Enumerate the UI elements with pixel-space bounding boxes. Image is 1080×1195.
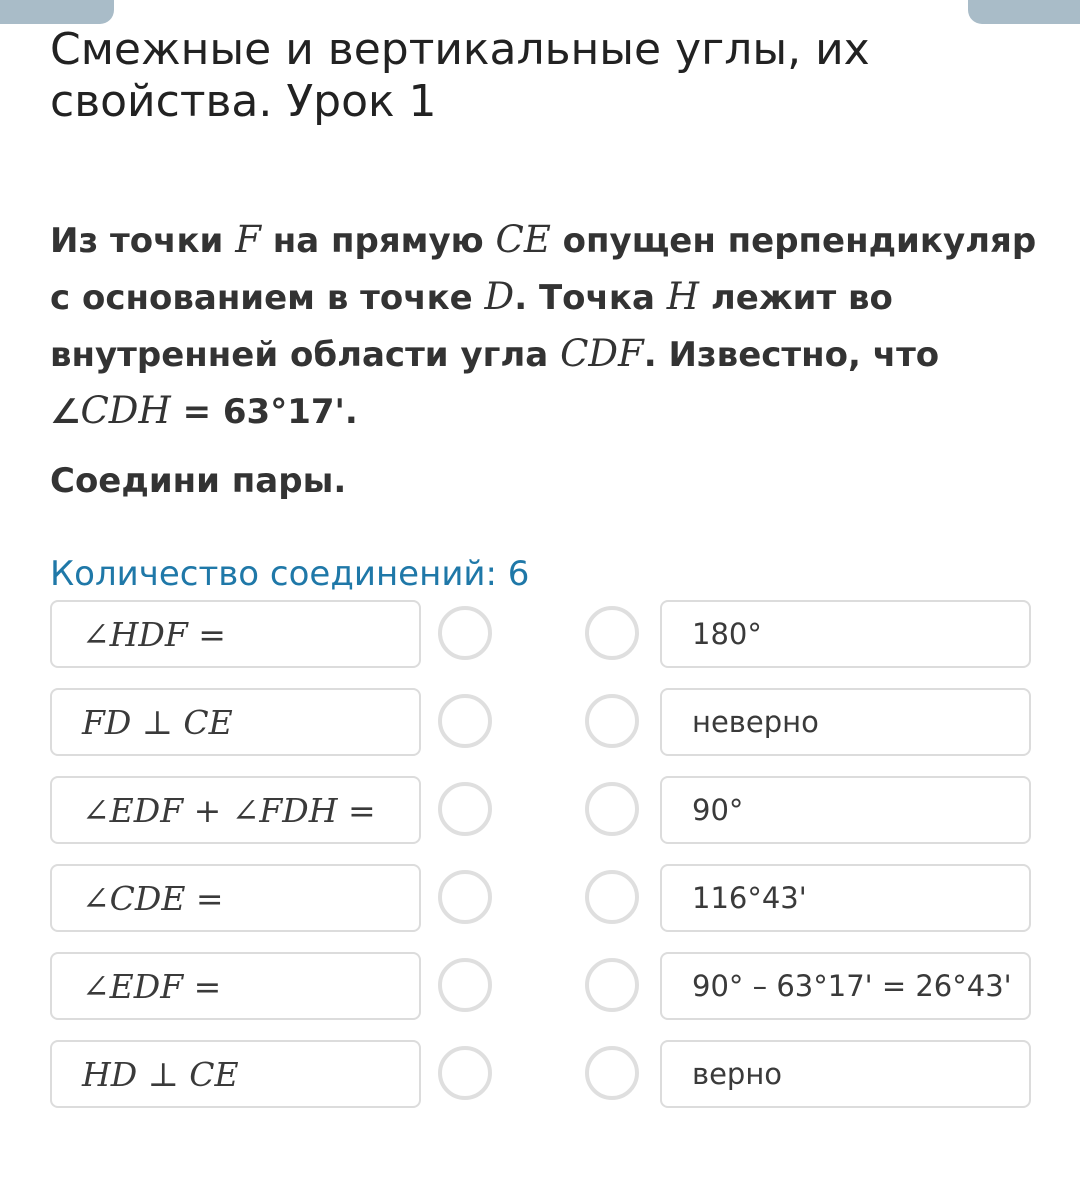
task-text-part: опущен перпендикуляр с основанием в точке	[50, 221, 1037, 318]
left-item[interactable]	[50, 1040, 421, 1108]
left-item[interactable]	[50, 688, 421, 756]
left-connector[interactable]	[438, 870, 492, 924]
math-angle-cdf: CDF	[560, 332, 644, 375]
instruction: Соедини пары.	[50, 461, 347, 501]
task-text-part: на прямую	[260, 221, 496, 261]
right-connector[interactable]	[585, 958, 639, 1012]
page-title: Смежные и вертикальные углы, их свойства. Урок 1	[50, 24, 870, 127]
connections-count: Количество соединений: 6	[50, 554, 530, 594]
left-item-label: ∠HDF =	[82, 614, 226, 654]
match-row	[0, 952, 1080, 1024]
math-point-h: H	[666, 275, 700, 318]
right-item[interactable]	[660, 600, 1031, 668]
math-line-ce: CE	[495, 218, 551, 261]
task-text-part: лежит во внутренней области угла	[50, 278, 893, 375]
match-row	[0, 600, 1080, 672]
right-item[interactable]	[660, 952, 1031, 1020]
right-connector[interactable]	[585, 694, 639, 748]
right-connector[interactable]	[585, 870, 639, 924]
right-item-label: 90°	[692, 793, 744, 827]
left-item-label: HD ⊥ CE	[82, 1054, 239, 1094]
match-row	[0, 864, 1080, 936]
match-row	[0, 688, 1080, 760]
right-item-label: неверно	[692, 705, 819, 739]
match-row	[0, 1040, 1080, 1112]
corner-tab-right	[968, 0, 1080, 24]
task-text	[50, 212, 1040, 440]
left-item-label: ∠EDF + ∠FDH =	[82, 790, 376, 830]
math-point-d: D	[484, 275, 515, 318]
left-connector[interactable]	[438, 782, 492, 836]
left-connector[interactable]	[438, 606, 492, 660]
left-connector[interactable]	[438, 958, 492, 1012]
corner-tab-left	[0, 0, 114, 24]
right-connector[interactable]	[585, 782, 639, 836]
right-item[interactable]	[660, 864, 1031, 932]
match-row	[0, 776, 1080, 848]
left-item-label: ∠EDF =	[82, 966, 222, 1006]
left-connector[interactable]	[438, 1046, 492, 1100]
right-item[interactable]	[660, 688, 1031, 756]
left-item[interactable]	[50, 776, 421, 844]
right-item-label: 90° – 63°17' = 26°43'	[692, 969, 1012, 1003]
left-item[interactable]	[50, 864, 421, 932]
left-item-label: FD ⊥ CE	[82, 702, 233, 742]
math-point-f: F	[235, 218, 261, 261]
task-text-part: . Известно, что ∠	[50, 335, 940, 432]
right-connector[interactable]	[585, 1046, 639, 1100]
task-text-part: . Точка	[514, 278, 667, 318]
right-item-label: 180°	[692, 617, 762, 651]
left-item[interactable]	[50, 952, 421, 1020]
right-item-label: 116°43'	[692, 881, 807, 915]
right-item-label: верно	[692, 1057, 783, 1091]
left-item[interactable]	[50, 600, 421, 668]
math-angle-cdh: CDH	[80, 389, 171, 432]
right-item[interactable]	[660, 1040, 1031, 1108]
right-connector[interactable]	[585, 606, 639, 660]
task-text-part: = 63°17'.	[170, 392, 358, 432]
task-text-part: Из точки	[50, 221, 236, 261]
left-connector[interactable]	[438, 694, 492, 748]
left-item-label: ∠CDE =	[82, 878, 224, 918]
right-item[interactable]	[660, 776, 1031, 844]
